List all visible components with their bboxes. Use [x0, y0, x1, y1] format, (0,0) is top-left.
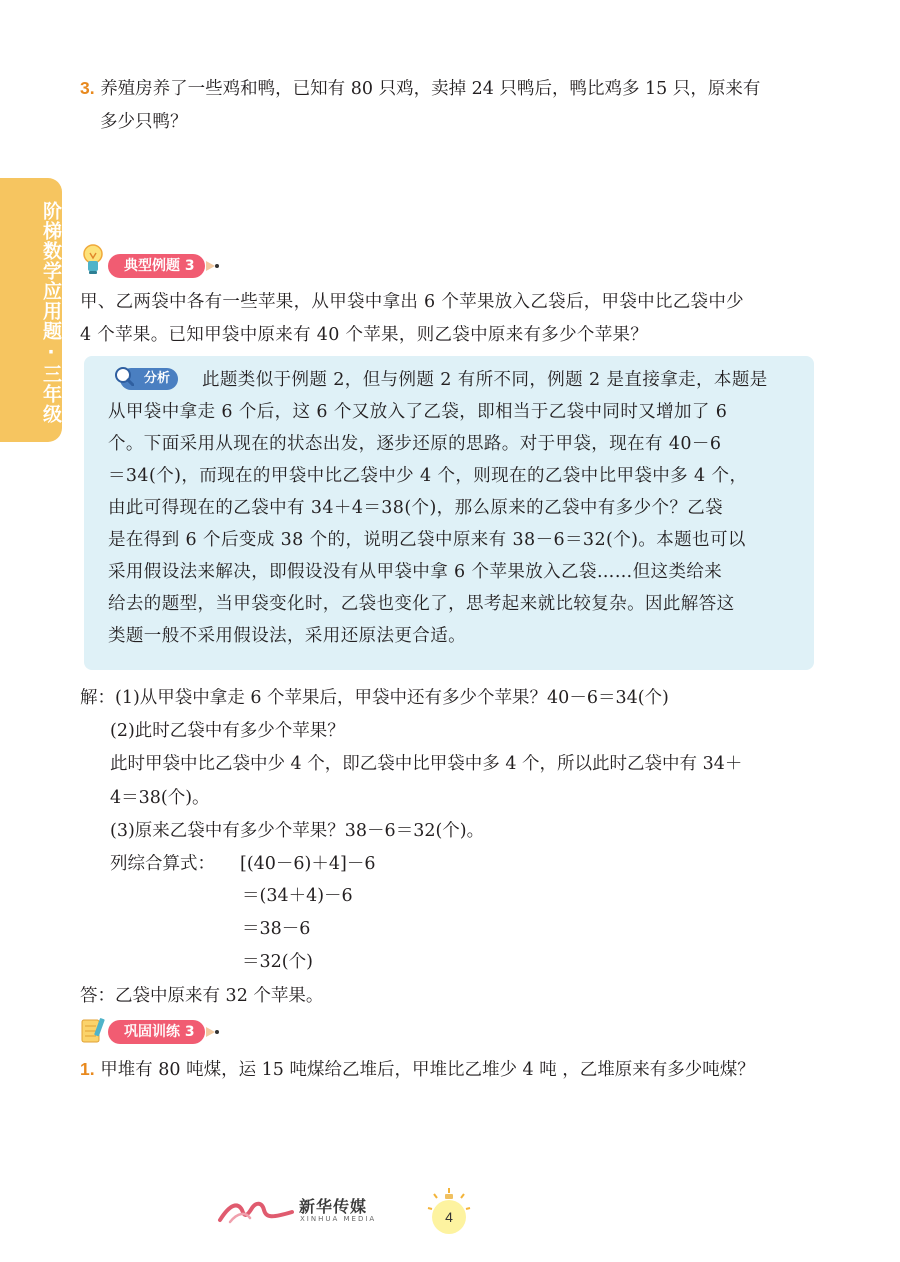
solution-line-2: (2)此时乙袋中有多少个苹果？	[110, 721, 345, 741]
analysis-line: 由此可得现在的乙袋中有 34＋4＝38(个)，那么原来的乙袋中有多少个？乙袋	[108, 498, 724, 518]
practice-header: 巩固训练 3	[108, 1020, 205, 1044]
formula-label: 列综合算式：	[110, 854, 215, 874]
analysis-line: ＝34(个)，而现在的甲袋中比乙袋中少 4 个，则现在的乙袋中比甲袋中多 4 个，	[108, 466, 748, 486]
problem-3-line-1	[80, 76, 760, 101]
problem-3-line-2: 多少只鸭？	[100, 112, 188, 132]
example-text-line-1: 甲、乙两袋中各有一些苹果，从甲袋中拿出 6 个苹果放入乙袋后，甲袋中比乙袋中少	[80, 292, 744, 312]
answer-line: 答：乙袋中原来有 32 个苹果。	[80, 986, 324, 1006]
problem-text: 养殖房养了一些鸡和鸭，已知有 80 只鸡，卖掉 24 只鸭后，鸭比鸡多 15 只，原来有	[100, 79, 761, 99]
formula-step: [(40－6)＋4]－6	[240, 854, 376, 874]
magnifier-icon	[114, 366, 134, 386]
analysis-line: 类题一般不采用假设法，采用还原法更合适。	[108, 626, 466, 646]
pencil-notebook-icon	[80, 1016, 106, 1044]
pencil-point	[215, 264, 219, 268]
question-text: 甲堆有 80 吨煤，运 15 吨煤给乙堆后，甲堆比乙堆少 4 吨 ，乙堆原来有多少吨煤？	[100, 1060, 755, 1080]
analysis-line: 是在得到 6 个后变成 38 个的，说明乙袋中原来有 38－6＝32(个)。本题也可以	[108, 530, 746, 550]
problem-number: 3.	[80, 78, 95, 98]
page-number: 4	[432, 1200, 466, 1234]
pencil-tip-icon	[206, 1027, 215, 1037]
practice-question-1	[80, 1057, 755, 1082]
example-header: 典型例题 3	[108, 254, 205, 278]
formula-step: ＝32(个)	[242, 952, 313, 972]
analysis-line: 给去的题型，当甲袋变化时，乙袋也变化了，思考起来就比较复杂。因此解答这	[108, 594, 735, 614]
formula-step: ＝38－6	[242, 919, 311, 939]
analysis-line: 从甲袋中拿走 6 个后，这 6 个又放入了乙袋，即相当于乙袋中同时又增加了 6	[108, 402, 728, 422]
lightbulb-icon	[80, 242, 106, 276]
example-text-line-2: 4 个苹果。已知甲袋中原来有 40 个苹果，则乙袋中原来有多少个苹果？	[80, 325, 649, 345]
side-tab	[0, 178, 62, 442]
solution-line-1: 解：(1)从甲袋中拿走 6 个苹果后，甲袋中还有多少个苹果？40－6＝34(个)	[80, 688, 669, 708]
brand-swoosh-icon	[216, 1196, 294, 1226]
analysis-tag: 分析	[120, 368, 178, 390]
side-tab-label: 阶梯数学应用题·三年级	[40, 200, 62, 424]
formula-step: ＝(34＋4)－6	[242, 886, 353, 906]
analysis-line: 采用假设法来解决，即假设没有从甲袋中拿 6 个苹果放入乙袋……但这类给来	[108, 562, 723, 582]
solution-line-3: 此时甲袋中比乙袋中少 4 个，即乙袋中比甲袋中多 4 个，所以此时乙袋中有 34＋	[110, 754, 743, 774]
brand-name: 新华传媒	[299, 1197, 368, 1216]
analysis-line: 个。下面采用从现在的状态出发，逐步还原的思路。对于甲袋，现在有 40－6	[108, 434, 722, 454]
pencil-tip-icon	[206, 261, 215, 271]
brand-subtitle: XINHUA MEDIA	[300, 1215, 377, 1223]
solution-line-5: (3)原来乙袋中有多少个苹果？38－6＝32(个)。	[110, 821, 485, 841]
analysis-box	[84, 356, 814, 670]
analysis-line: 此题类似于例题 2，但与例题 2 有所不同，例题 2 是直接拿走，本题是	[202, 370, 768, 390]
pencil-point	[215, 1030, 219, 1034]
solution-line-4: 4＝38(个)。	[110, 788, 210, 808]
question-number: 1.	[80, 1059, 95, 1079]
